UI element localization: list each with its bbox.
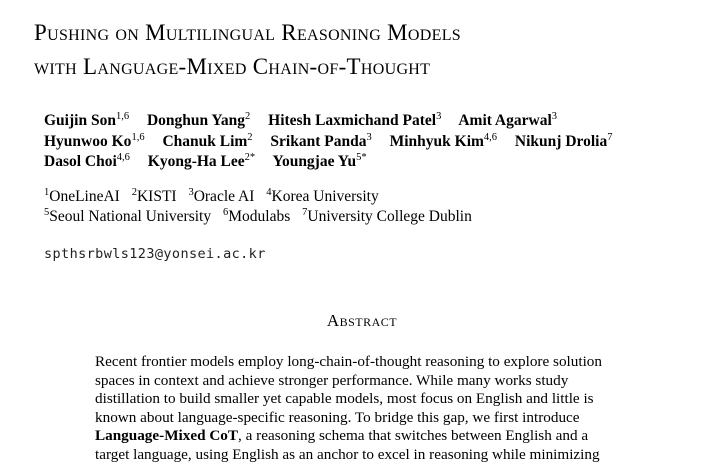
author: Donghun Yang$^2$ xyxy=(146,111,251,129)
author: Srikant Panda$^3$ xyxy=(270,131,372,150)
abstract-line: known about language-specific reasoning. To bridge this gap, we first introduce xyxy=(95,408,580,426)
author-list xyxy=(44,111,704,173)
affiliation: $^5$Seoul National University xyxy=(44,207,212,225)
affiliation: $^2$KISTI xyxy=(131,187,177,205)
affiliation: $^7$University College Dublin xyxy=(302,207,472,225)
abstract-body xyxy=(95,353,635,465)
affiliation: $^3$Oracle AI xyxy=(188,187,255,205)
abstract-line: target language, using English as an anchor to excel in reasoning while minimizing xyxy=(95,445,600,463)
abstract-line: spaces in context and achieve stronger performance. While many works study xyxy=(95,371,569,389)
abstract-line: distillation to build smaller yet capable models, most focus on English and little is xyxy=(95,390,594,408)
affiliation: $^6$Modulabs xyxy=(223,207,291,225)
author: Hitesh Laxmichand Patel$^3$ xyxy=(268,111,442,129)
title-line-1: Pushing on Multilingual Reasoning Models xyxy=(34,20,461,45)
abstract-heading: Abstract xyxy=(326,311,398,330)
author: Youngjae $Yu^{5*}$ xyxy=(272,152,367,170)
author: Hyunwoo Ko$^{1,6}$ xyxy=(44,131,145,150)
abstract-line: Language-Mixed CoT, a reasoning schema that switches between English and a xyxy=(95,427,589,445)
affiliation-list xyxy=(44,187,704,227)
author: Amit Agarwal$^3$ xyxy=(458,111,558,129)
method-name: Language-Mixed CoT xyxy=(95,427,239,445)
author: Dasol Choi$^{4,6}$ xyxy=(44,152,130,170)
affiliation: $^1$OneLineAI xyxy=(44,187,120,205)
author-row xyxy=(44,111,704,132)
author: Kyong-Ha Lee$^{2*}$ xyxy=(147,152,256,170)
author: Chanuk Lim$^2$ xyxy=(162,131,253,150)
author: Nikunj Drolia$^7$ xyxy=(514,131,613,150)
affiliation-row xyxy=(44,187,704,207)
affiliation-row xyxy=(44,207,704,227)
paper-title xyxy=(34,16,714,84)
affiliation: $^4$Korea University xyxy=(266,187,379,205)
abstract-line: Recent frontier models employ long-chain-of-thought reasoning to explore solution xyxy=(95,353,602,370)
author: Guijin Son$^{1,6}$ xyxy=(44,111,130,129)
author-row xyxy=(44,152,704,173)
author-row xyxy=(44,132,704,153)
title-line-2: with Language-Mixed Chain-of-Thought xyxy=(34,54,431,79)
contact-email[interactable]: spthsrbwls123@yonsei.ac.kr xyxy=(44,246,266,262)
author: Minhyuk Kim$^{4,6}$ xyxy=(389,131,498,150)
